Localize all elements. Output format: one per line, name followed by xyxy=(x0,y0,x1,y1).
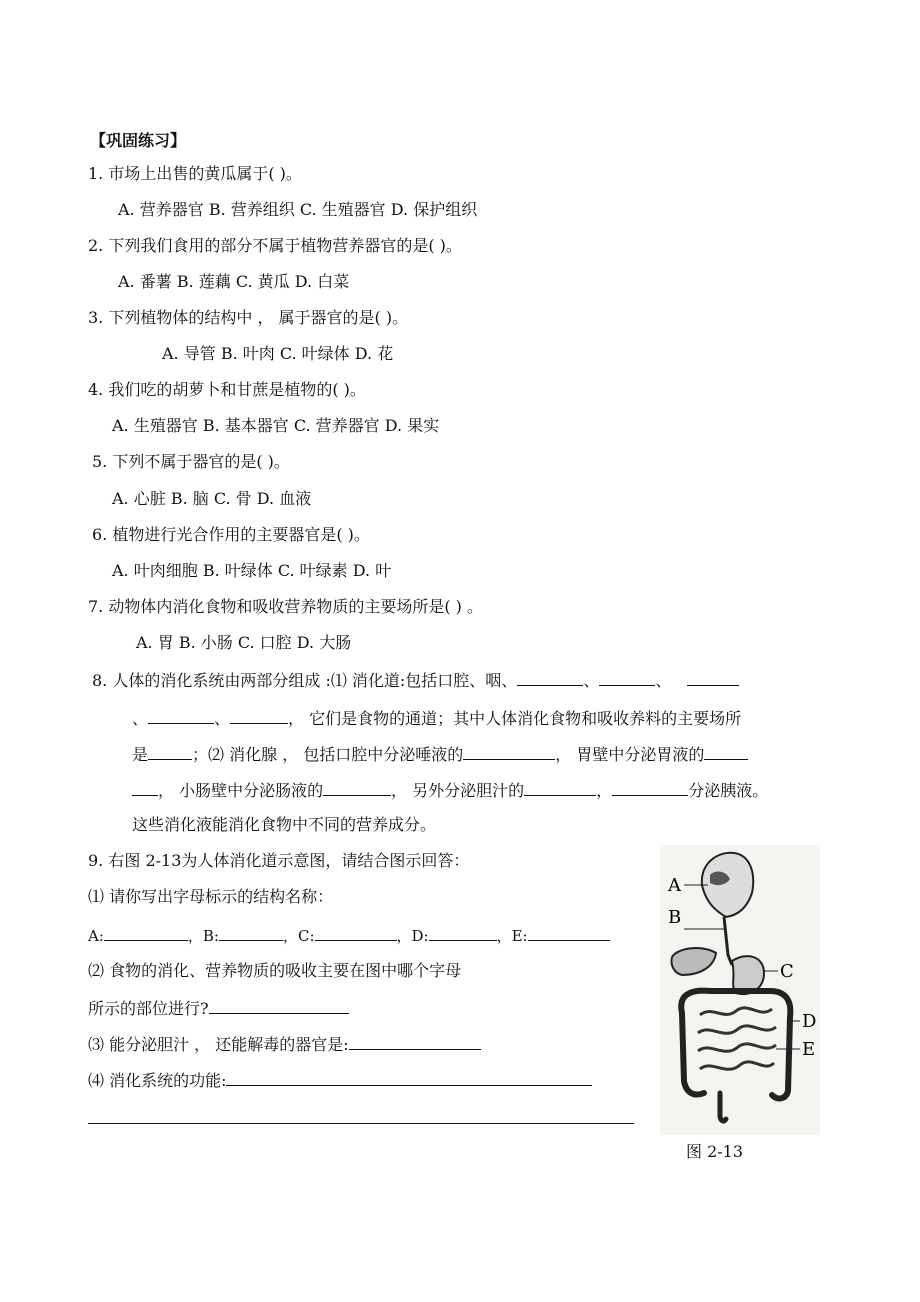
q7-options: A. 胃 B. 小肠 C. 口腔 D. 大肠 xyxy=(136,633,352,652)
q1-options: A. 营养器官 B. 营养组织 C. 生殖器官 D. 保护组织 xyxy=(118,200,478,219)
answer-a-field[interactable] xyxy=(104,924,188,941)
blank[interactable] xyxy=(148,707,214,724)
q3-stem: 3. 下列植物体的结构中 ， 属于器官的是( )。 xyxy=(88,308,409,327)
answer-c-field[interactable] xyxy=(315,924,397,941)
q9-part2b: 所示的部位进行? xyxy=(88,999,209,1018)
blank[interactable] xyxy=(704,743,748,760)
blank[interactable] xyxy=(230,707,288,724)
separator: 、 xyxy=(132,709,149,728)
label-c: ，C: xyxy=(282,927,315,945)
blank[interactable] xyxy=(599,669,655,686)
figure-label-b: B xyxy=(668,907,682,928)
blank[interactable] xyxy=(132,779,158,796)
q8-line3 xyxy=(132,743,748,765)
q6-stem: 6. 植物进行光合作用的主要器官是( )。 xyxy=(92,525,370,544)
q9-part2b-line xyxy=(88,997,349,1019)
figure-caption: 图 2-13 xyxy=(686,1142,744,1161)
figure-label-a: A xyxy=(668,875,681,896)
q9-part3: ⑶ 能分泌胆汁 ， 还能解毒的器官是: xyxy=(88,1035,349,1054)
blank[interactable] xyxy=(323,779,391,796)
blank[interactable] xyxy=(148,743,192,760)
q9-part1: ⑴ 请你写出字母标示的结构名称： xyxy=(88,887,334,906)
q8-line3-text: ；⑵ 消化腺 ， 包括口腔中分泌唾液的 xyxy=(192,745,464,764)
q8-line1-text: 8. 人体的消化系统由两部分组成 :⑴ 消化道:包括口腔、咽、 xyxy=(92,671,518,690)
blank[interactable] xyxy=(612,779,688,796)
answer-2-field[interactable] xyxy=(209,997,349,1014)
digestive-system-figure xyxy=(660,845,820,1135)
q8-line5: 这些消化液能消化食物中不同的营养成分。 xyxy=(132,815,437,834)
figure-label-e: E xyxy=(802,1039,816,1060)
q3-options: A. 导管 B. 叶肉 C. 叶绿体 D. 花 xyxy=(162,344,394,363)
label-b: ，B: xyxy=(187,927,219,945)
q8-line3-text: ， 胃壁中分泌胃液的 xyxy=(555,745,705,764)
q8-line4-text: ， 小肠壁中分泌肠液的 xyxy=(158,781,324,800)
q8-line4 xyxy=(132,779,768,801)
digestive-tract-diagram xyxy=(660,845,820,1135)
q9-part2a: ⑵ 食物的消化、营养物质的吸收主要在图中哪个字母 xyxy=(88,961,462,980)
answer-e-field[interactable] xyxy=(528,924,610,941)
q8-line2 xyxy=(132,707,741,729)
q2-options: A. 番薯 B. 莲藕 C. 黄瓜 D. 白菜 xyxy=(118,272,350,291)
separator: 、 xyxy=(655,671,672,690)
q8-line2-text: ， 它们是食物的通道；其中人体消化食物和吸收养料的主要场所 xyxy=(288,709,742,728)
q4-options: A. 生殖器官 B. 基本器官 C. 营养器官 D. 果实 xyxy=(112,416,440,435)
answer-4-continuation-line[interactable] xyxy=(88,1123,634,1124)
blank[interactable] xyxy=(517,669,583,686)
answer-3-field[interactable] xyxy=(349,1033,481,1050)
q8-line4-text: ， 另外分泌胆汁的 xyxy=(391,781,525,800)
q2-stem: 2. 下列我们食用的部分不属于植物营养器官的是( )。 xyxy=(88,236,462,255)
q6-options: A. 叶肉细胞 B. 叶绿体 C. 叶绿素 D. 叶 xyxy=(112,561,392,580)
figure-label-d: D xyxy=(802,1011,817,1032)
q9-part4-line xyxy=(88,1069,592,1091)
label-a: A: xyxy=(88,927,104,945)
q9-part3-line xyxy=(88,1033,481,1055)
answer-b-field[interactable] xyxy=(219,924,283,941)
q9-part4: ⑷ 消化系统的功能: xyxy=(88,1071,227,1090)
q1-stem: 1. 市场上出售的黄瓜属于( )。 xyxy=(88,164,302,183)
q9-labels-line xyxy=(88,924,610,946)
figure-label-c: C xyxy=(780,961,794,982)
blank[interactable] xyxy=(687,669,739,686)
q8-line3-text: 是 xyxy=(132,745,149,764)
separator: 、 xyxy=(214,709,231,728)
q9-stem: 9. 右图 2-13为人体消化道示意图，请结合图示回答： xyxy=(88,851,470,870)
q8-line1 xyxy=(92,669,739,691)
blank[interactable] xyxy=(524,779,596,796)
section-title: 【巩固练习】 xyxy=(90,131,187,150)
q7-stem: 7. 动物体内消化食物和吸收营养物质的主要场所是( ) 。 xyxy=(88,597,484,616)
q5-stem: 5. 下列不属于器官的是( )。 xyxy=(92,452,290,471)
answer-d-field[interactable] xyxy=(429,924,497,941)
q4-stem: 4. 我们吃的胡萝卜和甘蔗是植物的( )。 xyxy=(88,380,366,399)
q8-line4-text: 分泌胰液。 xyxy=(688,781,769,800)
label-d: ，D: xyxy=(396,927,429,945)
q5-options: A. 心脏 B. 脑 C. 骨 D. 血液 xyxy=(112,489,312,508)
separator: 、 xyxy=(583,671,600,690)
separator: ， xyxy=(596,781,613,800)
label-e: ，E: xyxy=(496,927,528,945)
blank[interactable] xyxy=(463,743,555,760)
answer-4-field[interactable] xyxy=(226,1069,592,1086)
